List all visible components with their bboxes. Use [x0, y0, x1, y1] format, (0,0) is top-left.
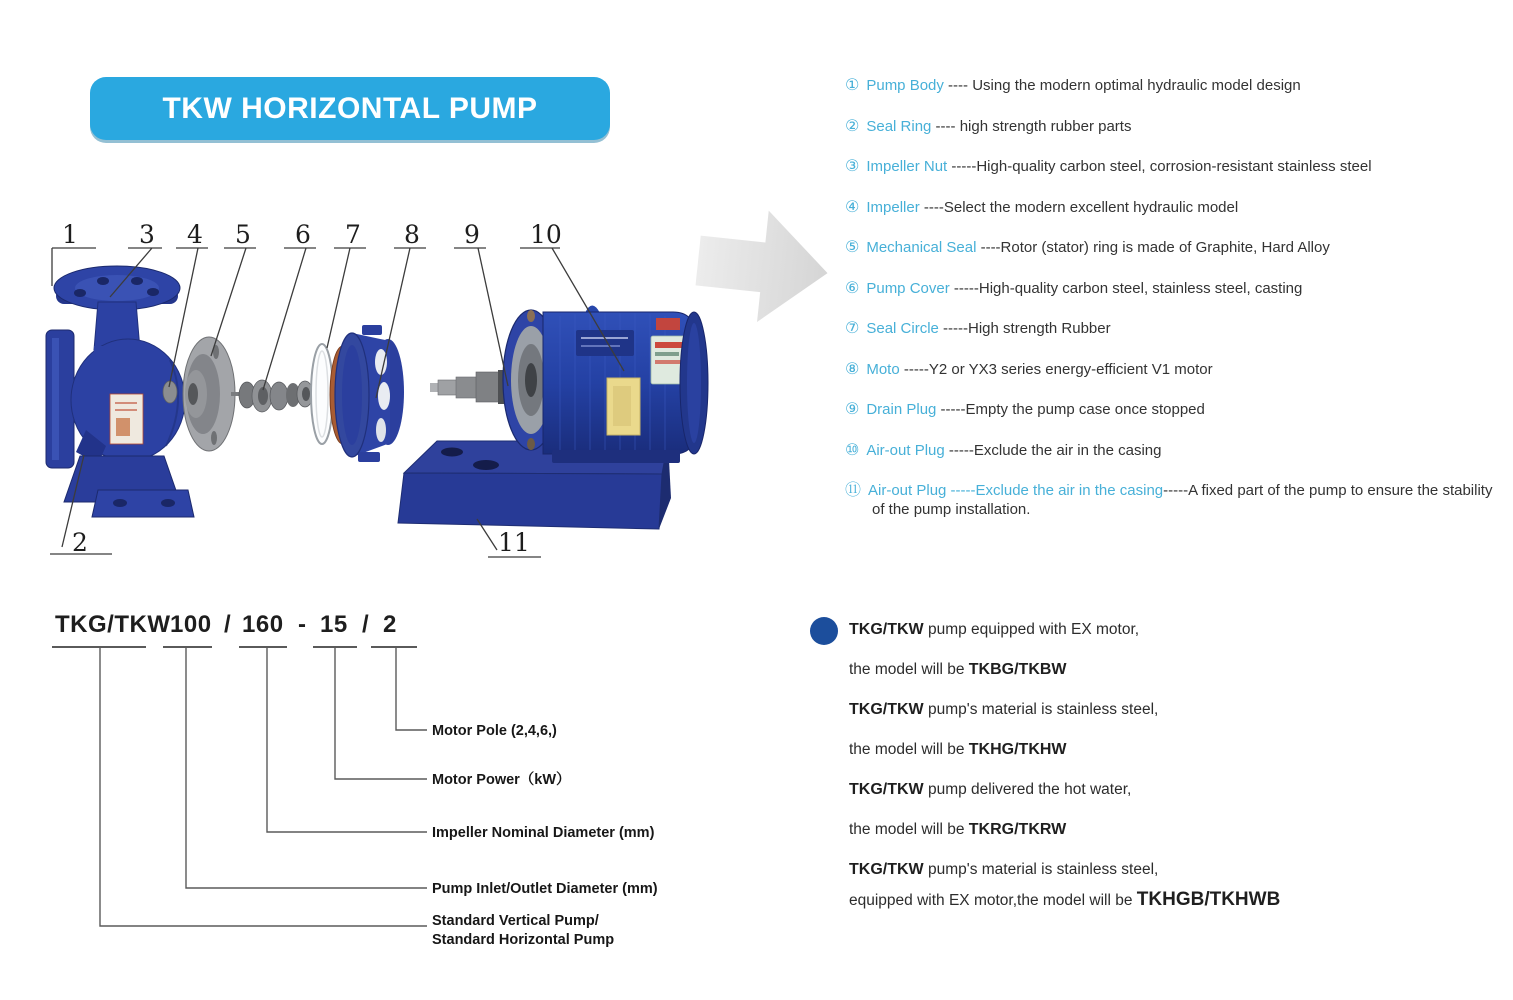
page-title: TKW HORIZONTAL PUMP — [162, 91, 538, 125]
circled-number: ⑦ — [845, 320, 860, 337]
model-code-pole: 2 — [383, 611, 397, 638]
model-code-slash1: / — [224, 611, 232, 638]
note-line: TKG/TKW pump's material is stainless steel, — [849, 861, 1159, 878]
part-desc: -----High strength Rubber — [938, 320, 1111, 337]
part-item-6 — [845, 279, 1505, 298]
circled-number: ⑧ — [845, 360, 860, 378]
note-line: the model will be TKRG/TKRW — [849, 821, 1067, 838]
parts-list — [845, 76, 1505, 541]
part-name: Impeller Nut — [866, 158, 948, 175]
circled-number: ⑤ — [845, 239, 860, 256]
circled-number: ③ — [845, 158, 860, 175]
circled-number: ④ — [845, 198, 860, 216]
part-desc: -----Empty the pump case once stopped — [936, 401, 1205, 418]
circled-number: ⑩ — [845, 441, 860, 459]
part-number-8: 8 — [404, 220, 420, 249]
pump-cover-shape — [330, 325, 404, 462]
part-item-9 — [845, 400, 1505, 419]
part-item-4 — [845, 198, 1505, 217]
model-code-slash2: / — [362, 611, 370, 638]
label-series-line1: Standard Vertical Pump/ — [432, 913, 599, 929]
note-line: the model will be TKBG/TKBW — [849, 661, 1067, 678]
part-item-2 — [845, 117, 1505, 136]
label-motor-power: Motor Power（kW） — [432, 772, 571, 788]
part-number-1: 1 — [62, 220, 78, 249]
part-name: Seal Ring — [866, 117, 932, 135]
label-series-line2: Standard Horizontal Pump — [432, 932, 615, 948]
bullet-dot — [810, 617, 838, 645]
part-name: Pump Body — [866, 77, 944, 94]
part-desc: ---- Using the modern optimal hydraulic model design — [943, 77, 1301, 94]
model-code-series: TKG/TKW — [55, 611, 171, 638]
part-desc: -----High-quality carbon steel, corrosion-resistant stainless steel — [947, 158, 1372, 175]
part-number-9: 9 — [464, 220, 480, 249]
model-code-power: 15 — [320, 611, 348, 638]
part-item-3 — [845, 157, 1505, 176]
part-desc: -----Y2 or YX3 series energy-efficient V1 motor — [899, 360, 1213, 378]
part-name: Drain Plug — [866, 401, 937, 418]
circled-number: ⑪ — [845, 482, 862, 499]
label-inlet-dia: Pump Inlet/Outlet Diameter (mm) — [432, 881, 658, 897]
label-motor-pole: Motor Pole (2,4,6,) — [432, 723, 557, 739]
part-number-4: 4 — [187, 220, 203, 249]
circled-number: ① — [845, 77, 860, 94]
part-desc: -----High-quality carbon steel, stainless steel, casting — [949, 279, 1303, 297]
part-name: Impeller — [866, 198, 920, 216]
part-name: Mechanical Seal — [866, 239, 977, 256]
circled-number: ⑨ — [845, 401, 860, 418]
part-number-3: 3 — [139, 220, 155, 249]
note-line: TKG/TKW pump's material is stainless steel, — [849, 701, 1159, 718]
part-desc: ----Rotor (stator) ring is made of Graphite, Hard Alloy — [976, 239, 1330, 256]
part-item-11 — [845, 481, 1505, 519]
model-code-inlet: 100 — [170, 611, 212, 638]
note-line: TKG/TKW pump equipped with EX motor, — [849, 621, 1140, 638]
part-number-7: 7 — [345, 220, 361, 249]
part-name: Air-out Plug — [866, 441, 945, 459]
part-item-7 — [845, 319, 1505, 338]
part-item-5 — [845, 238, 1505, 257]
circled-number: ② — [845, 117, 860, 135]
part-desc: ----Select the modern excellent hydraulic model — [919, 198, 1239, 216]
note-line: the model will be TKHG/TKHW — [849, 741, 1067, 758]
part-name: Pump Cover — [866, 279, 950, 297]
part-desc: -----Exclude the air in the casing — [944, 441, 1162, 459]
part-item-1 — [845, 76, 1505, 95]
part-name: Air-out Plug -----Exclude the air in the casing — [868, 482, 1164, 499]
part-desc: -----A fixed part of the pump to ensure the stability of the pump installation. — [872, 482, 1493, 518]
model-code-tree — [52, 611, 658, 948]
part-item-8 — [845, 360, 1505, 379]
motor-shape — [430, 306, 708, 464]
note-line: TKG/TKW pump delivered the hot water, — [849, 781, 1132, 798]
part-number-10: 10 — [530, 220, 562, 249]
model-notes — [849, 618, 1479, 929]
part-item-10 — [845, 441, 1505, 460]
label-impeller-dia: Impeller Nominal Diameter (mm) — [432, 825, 655, 841]
note-line: equipped with EX motor,the model will be TKHGB/TKHWB — [849, 889, 1281, 910]
circled-number: ⑥ — [845, 279, 860, 297]
part-number-2: 2 — [72, 528, 88, 557]
arrow-right-icon — [692, 204, 833, 329]
model-code-dash: - — [298, 611, 307, 638]
part-name: Moto — [866, 360, 900, 378]
mechanical-seal-parts-shape — [231, 380, 313, 412]
part-name: Seal Circle — [866, 320, 939, 337]
part-number-6: 6 — [295, 220, 311, 249]
part-number-5: 5 — [235, 220, 251, 249]
part-number-11: 11 — [498, 528, 530, 557]
model-code-impeller: 160 — [242, 611, 284, 638]
part-desc: ---- high strength rubber parts — [931, 117, 1132, 135]
